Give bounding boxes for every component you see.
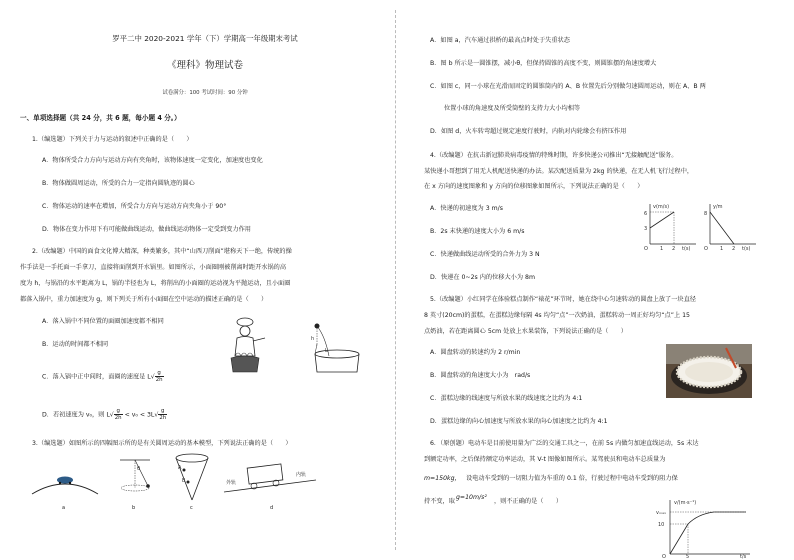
q4-option-a: A．快递的初速度为 3 m/s: [430, 205, 503, 212]
q2-option-c: C．落入锅中正中间时，面圈的速度是 L√ $\frac{g}{2h}$: [42, 370, 163, 383]
q4-option-c: C．快递做曲线运动所受的合外力为 3 N: [430, 251, 540, 258]
svg-text:θ: θ: [137, 466, 141, 472]
q4-line3: 在 x 方向的速度图象和 y 方向的位移图象如图所示，下列说法正确的是（ ）: [424, 183, 644, 190]
q4-line1: 4.（改编题）在抗击新冠肺炎病毒疫情的特殊时期，许多快递公司推出“无接触配送”服务。: [430, 152, 678, 159]
svg-text:A: A: [178, 465, 182, 471]
q5-line2: 8 英寸(20cm)的蛋糕，在蛋糕边缘每隔 4s 均匀“点”一次奶油，蛋糕转动一周正好均匀“点”上 15: [424, 312, 690, 319]
q3-figure-c-cone: [172, 452, 212, 504]
q1-option-a: A．物体所受合力方向与运动方向有夹角时，该物体速度一定变化，加速度也变化: [42, 157, 263, 164]
svg-text:L: L: [325, 348, 328, 354]
q3-fig-label-b: b: [132, 505, 136, 511]
q6-mass: m=150kg，: [424, 475, 461, 482]
svg-text:v/(m·s⁻¹): v/(m·s⁻¹): [674, 500, 697, 506]
q6-v-t-graph: [654, 498, 754, 558]
q5-option-b: B．圆盘转动的角速度大小为 rad/s: [430, 372, 531, 379]
svg-text:2: 2: [732, 246, 736, 252]
q6-line4-c: ，则不正确的是（ ）: [494, 498, 563, 505]
q5-option-a: A．圆盘转动的转速约为 2 r/min: [430, 349, 521, 356]
q3-fig-label-c: c: [190, 505, 193, 511]
q2-line3: 度为 h，与锅沿的水平距离为 L，锅的半径也为 L，将削出的小面圈的运动视为平抛运动，且小面圈: [20, 280, 291, 287]
q2-option-a: A．落入锅中不同位置的面圈加速度都不相同: [42, 318, 164, 325]
svg-text:1: 1: [660, 246, 664, 252]
q2-line2: 作手法是一手托面一手拿刀，直接将面削到开水锅里。如图所示，小面圈刚被削离时距开水锅的高: [20, 264, 287, 271]
svg-text:vₘₐₓ: vₘₐₓ: [656, 510, 667, 516]
q5-line1: 5.（改编题）小红同学在体验糕点制作“裱花”环节时，她在绕中心匀速转动的圆盘上放了一块直径: [430, 296, 696, 303]
q2-option-d: D．若初速度为 v₀，则 L√ $\frac{g}{2h}$ < v₀ < 3L√ $\frac{g}{2h}$: [42, 408, 167, 421]
q6-line3: 设电动车受到的一切阻力值为车重的 0.1 倍，行驶过程中电动车受到的阻力保: [466, 475, 678, 482]
q1-stem: 1.（编选题）下列关于力与运动的叙述中正确的是（ ）: [32, 136, 193, 143]
svg-text:B: B: [182, 478, 186, 484]
svg-text:1: 1: [720, 246, 724, 252]
q2-line4: 都落入锅中，重力加速度为 g，则下列关于所有小面圈在空中运动的描述正确的是（ ）: [20, 296, 268, 303]
q1-option-d: D．物体在变力作用下有可能做曲线运动，做曲线运动物体一定受到变力作用: [42, 226, 251, 233]
q4-option-d: D．快递在 0~2s 内的位移大小为 8m: [430, 274, 535, 281]
svg-text:3: 3: [644, 226, 648, 232]
q6-line2: 到额定功率，之后保持额定功率运动，其 V-t 图像如图所示。某驾驶员和电动车总质量为: [424, 456, 666, 463]
q4-option-b: B．2s 末快递的速度大小为 6 m/s: [430, 228, 525, 235]
q3-figure-a-arch-bridge: [30, 460, 100, 500]
q4-line2: 某快递小哥想到了用无人机配送快递的办法。某次配送质量为 2kg 的快递，在无人机飞行过程中，: [424, 168, 694, 175]
svg-text:y/m: y/m: [713, 204, 723, 210]
q3-fig-label-a: a: [62, 505, 66, 511]
svg-text:v(m/s): v(m/s): [653, 204, 670, 210]
svg-text:内轨: 内轨: [296, 472, 307, 478]
q3-figure-d-train-turn: [220, 460, 320, 500]
q1-option-b: B．物体做圆周运动，所受的合力一定指向圆轨迹的圆心: [42, 180, 195, 187]
q2-noodle-chef-figure: [225, 316, 365, 378]
q3-stem: 3.（编选题）如图所示的四幅图示所的是有关圆周运动的基本模型，下列说法正确的是（ ）: [32, 440, 292, 447]
q6-line1: 6．（原创题）电动车是目前使用量为广泛的交通工具之一，在前 5s 内做匀加速直线运动，5s 末达: [430, 440, 699, 447]
svg-text:8: 8: [704, 211, 708, 217]
exam-subject: 《理科》物理试卷: [166, 60, 243, 71]
svg-text:外轨: 外轨: [226, 480, 237, 486]
svg-text:10: 10: [658, 522, 665, 528]
q2-line1: 2.（改编题）中国的面食文化博大精深，种类繁多，其中“山西刀削面”堪称天下一绝，传统的操: [32, 248, 292, 255]
q5-option-c: C．蛋糕边缘的线速度与所放水果的线速度之比约为 4:1: [430, 395, 583, 402]
svg-text:t(s): t(s): [682, 246, 691, 252]
q4-vx-t-graph: [640, 200, 700, 250]
q3-option-a: A．如图 a，汽车通过拱桥的最高点时处于失重状态: [430, 37, 570, 44]
q3-option-b: B．图 b 所示是一圆锥摆，减小θ，但保持圆锥的高度不变，则圆锥摆的角速度增大: [430, 60, 657, 67]
column-divider: [395, 10, 396, 550]
exam-title: 罗平二中 2020-2021 学年（下）学期高一年级期末考试: [112, 34, 298, 43]
q3-figure-b-conical-pendulum: [110, 458, 160, 502]
section-title: 一、单项选择题（共 24 分，共 6 题，每小题 4 分。）: [20, 114, 181, 122]
q4-y-t-graph: [700, 200, 760, 250]
q6-line4-a: 持不变，取: [424, 498, 455, 505]
q3-option-c-line2: 位置小球的角速度及所受筒壁的支持力大小均相等: [444, 105, 581, 112]
svg-text:O: O: [662, 554, 666, 560]
q3-option-c-line1: C．如图 c，同一小球在光滑而固定的圆锥筒内的 A、B 位置先后分别做匀速圆周运动，则在 A、B 两: [430, 83, 706, 90]
exam-meta: 试卷满分：100 考试时间：90 分钟: [162, 90, 248, 96]
q1-option-c: C．物体运动的速率在增加，所受合力方向与运动方向夹角小于 90°: [42, 203, 227, 210]
svg-text:6: 6: [644, 211, 648, 217]
q2-option-b: B．运动的时间都不相同: [42, 341, 109, 348]
svg-text:t(s): t(s): [742, 246, 751, 252]
svg-text:5: 5: [686, 554, 690, 560]
svg-text:t/s: t/s: [740, 554, 747, 560]
svg-text:O: O: [644, 246, 648, 252]
svg-text:O: O: [704, 246, 708, 252]
svg-text:2: 2: [672, 246, 676, 252]
fraction: $\frac{g}{2h}$: [155, 370, 163, 383]
q5-cake-photo: [666, 344, 752, 398]
q5-option-d: D．蛋糕边缘的向心加速度与所放水果的向心加速度之比约为 4:1: [430, 418, 608, 425]
q6-gravity: g=10m/s²: [456, 494, 487, 501]
q3-option-d: D．如图 d，火车转弯超过规定速度行驶时，内轨对内轮缘会有挤压作用: [430, 128, 627, 135]
q5-line3: 点奶油，若在距离圆心 5cm 处放上水果装饰，下列说法正确的是（ ）: [424, 328, 627, 335]
svg-text:h: h: [311, 336, 315, 342]
q3-fig-label-d: d: [270, 505, 274, 511]
